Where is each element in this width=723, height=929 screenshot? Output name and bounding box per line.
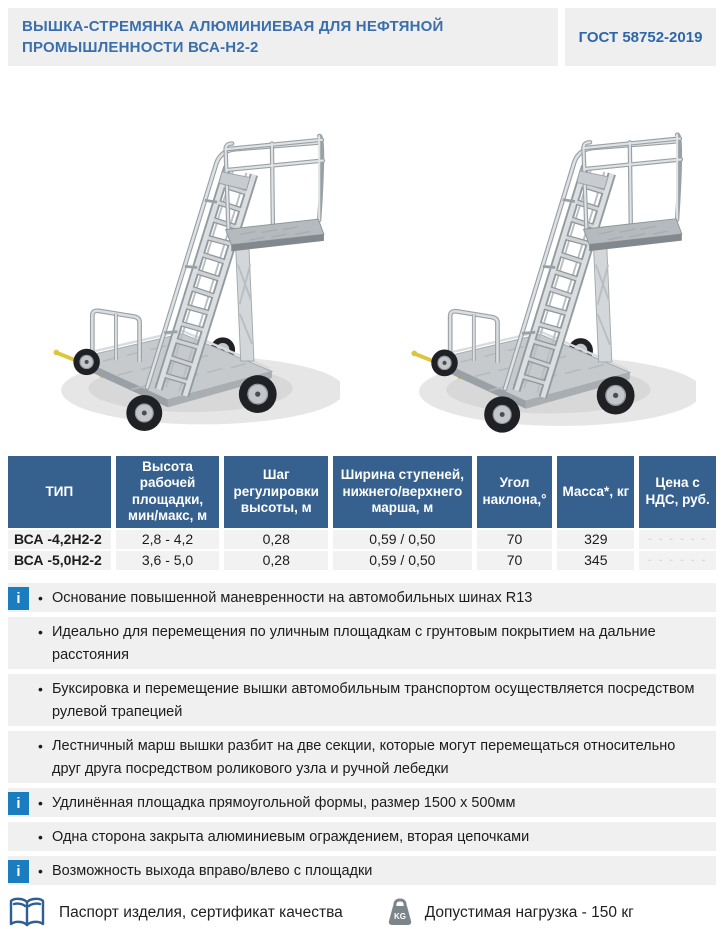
gost-badge: ГОСТ 58752-2019 — [565, 8, 716, 66]
bullet-icon: • — [38, 862, 43, 879]
col-header-step-width: Ширина ступеней, нижнего/верхнего марша, м — [333, 456, 472, 528]
passport-text: Паспорт изделия, сертификат качества — [59, 903, 343, 921]
passport-group — [8, 897, 343, 929]
product-image-left — [28, 70, 340, 444]
feature-item-7 — [8, 856, 716, 885]
feature-text: Возможность выхода вправо/влево с площадки — [52, 862, 373, 879]
load-group — [385, 898, 634, 928]
bullet-icon: • — [38, 737, 43, 754]
table-row-2-angle: 70 — [477, 551, 553, 570]
feature-item-2 — [8, 617, 716, 669]
table-row-2-width: 0,59 / 0,50 — [333, 551, 472, 570]
feature-item-4 — [8, 731, 716, 783]
table-row-1-type: ВСА -4,2Н2-2 — [8, 530, 111, 549]
feature-text: Одна сторона закрыта алюминиевым ограждением, вторая цепочками — [52, 828, 530, 845]
weight-kg-icon — [385, 898, 415, 928]
info-icon: i — [8, 587, 29, 610]
kg-label: KG — [393, 911, 406, 921]
feature-item-3 — [8, 674, 716, 726]
product-images — [0, 70, 723, 452]
table-row-1-mass: 329 — [557, 530, 634, 549]
bullet-icon: • — [38, 589, 43, 606]
table-row-2-height: 3,6 - 5,0 — [116, 551, 220, 570]
info-icon: i — [8, 860, 29, 883]
load-text: Допустимая нагрузка - 150 кг — [424, 903, 634, 921]
page-title: ВЫШКА-СТРЕМЯНКА АЛЮМИНИЕВАЯ ДЛЯ НЕФТЯНОЙ ПРОМЫШЛЕННОСТИ ВСА-Н2-2 — [8, 8, 558, 66]
table-row-2-type: ВСА -5,0Н2-2 — [8, 551, 111, 570]
feature-text: Буксировка и перемещение вышки автомобильным транспортом осуществляется посредством рулевой трапецией — [52, 680, 695, 720]
col-header-adjust-step: Шаг регулировки высоты, м — [224, 456, 328, 528]
table-row-1-angle: 70 — [477, 530, 553, 549]
product-image-right — [384, 70, 696, 444]
table-row-2-mass: 345 — [557, 551, 634, 570]
info-icon: i — [8, 792, 29, 815]
feature-item-5 — [8, 788, 716, 817]
feature-item-1 — [8, 583, 716, 612]
col-header-type: ТИП — [8, 456, 111, 528]
feature-text: Лестничный марш вышки разбит на две секции, которые могут перемещаться относительно друг друга посредством роликового узла и ручной лебедки — [52, 737, 676, 777]
table-row-2-step: 0,28 — [224, 551, 328, 570]
col-header-price: Цена с НДС, руб. — [639, 456, 716, 528]
feature-item-6 — [8, 822, 716, 851]
col-header-platform-height: Высота рабочей площадки, мин/макс, м — [116, 456, 220, 528]
feature-text: Основание повышенной маневренности на автомобильных шинах R13 — [52, 589, 533, 606]
table-row-1-price: - - - - - - — [639, 530, 716, 549]
bullet-icon: • — [38, 680, 43, 697]
table-row-2-price: - - - - - - — [639, 551, 716, 570]
bullet-icon: • — [38, 794, 43, 811]
page-header — [8, 8, 716, 66]
col-header-mass: Масса*, кг — [557, 456, 634, 528]
open-book-icon — [8, 897, 46, 929]
table-row-1-step: 0,28 — [224, 530, 328, 549]
feature-text: Удлинённая площадка прямоугольной формы, размер 1500 х 500мм — [52, 794, 516, 811]
feature-list — [8, 583, 716, 885]
bullet-icon: • — [38, 828, 43, 845]
col-header-angle: Угол наклона,° — [477, 456, 553, 528]
spec-table — [8, 456, 716, 570]
page-footer — [8, 897, 716, 929]
table-row-1-height: 2,8 - 4,2 — [116, 530, 220, 549]
feature-text: Идеально для перемещения по уличным площадкам с грунтовым покрытием на дальние расстояния — [52, 623, 656, 663]
bullet-icon: • — [38, 623, 43, 640]
table-row-1-width: 0,59 / 0,50 — [333, 530, 472, 549]
